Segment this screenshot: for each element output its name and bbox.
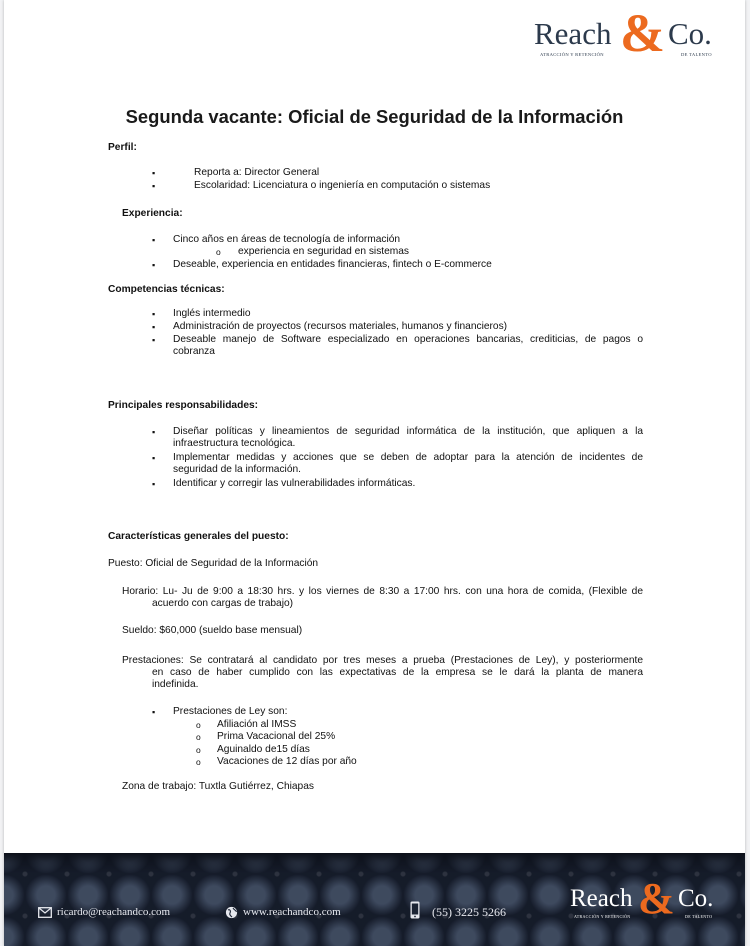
bullet-symbol: ▪ xyxy=(152,260,156,270)
sub-list-item: Prima Vacacional del 25% xyxy=(217,731,336,742)
list-item-continuation: infraestructura tecnológica. xyxy=(173,438,296,449)
list-item-continuation: seguridad de la información. xyxy=(173,464,301,475)
list-item: Inglés intermedio xyxy=(173,308,251,319)
sub-list-item: Vacaciones de 12 días por año xyxy=(217,756,357,767)
list-item: Administración de proyectos (recursos materiales, humanos y financieros) xyxy=(173,321,508,332)
bullet-symbol: ▪ xyxy=(152,707,156,717)
logo-co-text: Co. xyxy=(668,16,712,51)
sub-bullet-symbol: o xyxy=(216,247,221,257)
prestaciones-continuation: en caso de haber cumplido con las expectativas de la empresa se le dará la planta de manera xyxy=(152,667,643,678)
sub-bullet-symbol: o xyxy=(196,732,201,742)
footer-shadow xyxy=(4,853,745,873)
puesto-text: Puesto: Oficial de Seguridad de la Información xyxy=(108,558,319,569)
sub-bullet-symbol: o xyxy=(196,757,201,767)
sub-list-item: experiencia en seguridad en sistemas xyxy=(238,246,410,257)
sub-bullet-symbol: o xyxy=(196,745,201,755)
logo-tagline-left: ATRACCIÓN Y RETENCIÓN xyxy=(540,52,604,57)
list-item: Reporta a: Director General xyxy=(194,167,320,178)
bullet-symbol: ▪ xyxy=(152,453,156,463)
list-item: Cinco años en áreas de tecnología de información xyxy=(173,234,401,245)
bullet-symbol: ▪ xyxy=(152,322,156,332)
logo-reach-text: Reach xyxy=(534,16,612,51)
footer-logo-tagline-right: DE TALENTO xyxy=(685,914,713,919)
footer-banner xyxy=(4,853,745,946)
prestaciones-continuation: indefinida. xyxy=(152,679,199,690)
sub-bullet-symbol: o xyxy=(196,720,201,730)
page-title: Segunda vacante: Oficial de Seguridad de la Información xyxy=(125,106,624,127)
prestaciones-ley-heading: Prestaciones de Ley son: xyxy=(173,706,288,717)
sub-list-item: Aguinaldo de15 días xyxy=(217,744,310,755)
footer-phone[interactable]: (55) 3225 5266 xyxy=(432,905,506,919)
mail-icon xyxy=(38,907,52,918)
logo-ampersand: & xyxy=(620,3,665,63)
list-item: Diseñar políticas y lineamientos de seguridad informática de la institución, que apliquen a la xyxy=(173,426,643,437)
list-item: Deseable manejo de Software especializado en operaciones bancarias, crediticias, de pagos o xyxy=(173,334,643,345)
section-heading-responsabilidades: Principales responsabilidades: xyxy=(108,400,259,411)
header-logo xyxy=(534,3,734,70)
bullet-symbol: ▪ xyxy=(152,335,156,345)
bullet-symbol: ▪ xyxy=(152,168,156,178)
list-item: Deseable, experiencia en entidades financieras, fintech o E-commerce xyxy=(173,259,492,270)
globe-icon xyxy=(225,906,238,919)
list-item: Identificar y corregir las vulnerabilidades informáticas. xyxy=(173,478,416,489)
bullet-symbol: ▪ xyxy=(152,479,156,489)
prestaciones-text: Prestaciones: Se contratará al candidato por tres meses a prueba (Prestaciones de Ley), y posteriormente xyxy=(122,655,643,666)
bullet-symbol: ▪ xyxy=(152,235,156,245)
list-item: Implementar medidas y acciones que se deben de adoptar para la atención de incidentes de xyxy=(173,452,643,463)
logo-tagline-right: DE TALENTO xyxy=(681,52,712,57)
sueldo-text: Sueldo: $60,000 (sueldo base mensual) xyxy=(122,625,303,636)
horario-text: Horario: Lu- Ju de 9:00 a 18:30 hrs. y los viernes de 8:30 a 17:00 hrs. con una hora de comida, (Flexible de xyxy=(122,586,643,597)
footer-logo-tagline-left: ATRACCIÓN Y RETENCIÓN xyxy=(574,914,631,919)
phone-icon xyxy=(410,901,420,919)
footer-logo xyxy=(570,873,740,933)
section-heading-competencias: Competencias técnicas: xyxy=(108,284,225,295)
section-heading-perfil: Perfil: xyxy=(108,142,137,153)
zona-trabajo-text: Zona de trabajo: Tuxtla Gutiérrez, Chiapas xyxy=(122,781,314,792)
footer-email[interactable]: ricardo@reachandco.com xyxy=(57,906,171,918)
section-heading-experiencia: Experiencia: xyxy=(122,208,183,219)
bullet-symbol: ▪ xyxy=(152,427,156,437)
list-item-continuation: cobranza xyxy=(173,346,215,357)
bullet-symbol: ▪ xyxy=(152,309,156,319)
sub-list-item: Afiliación al IMSS xyxy=(217,719,297,730)
document-page xyxy=(4,0,745,946)
footer-website[interactable]: www.reachandco.com xyxy=(243,906,341,918)
footer-logo-reach-text: Reach xyxy=(570,885,633,912)
footer-logo-co-text: Co. xyxy=(678,885,714,912)
footer-logo-ampersand: & xyxy=(638,874,675,923)
bullet-symbol: ▪ xyxy=(152,181,156,191)
list-item: Escolaridad: Licenciatura o ingeniería en computación o sistemas xyxy=(194,180,491,191)
section-heading-caracteristicas: Características generales del puesto: xyxy=(108,531,289,542)
horario-continuation: acuerdo con cargas de trabajo) xyxy=(152,598,294,609)
